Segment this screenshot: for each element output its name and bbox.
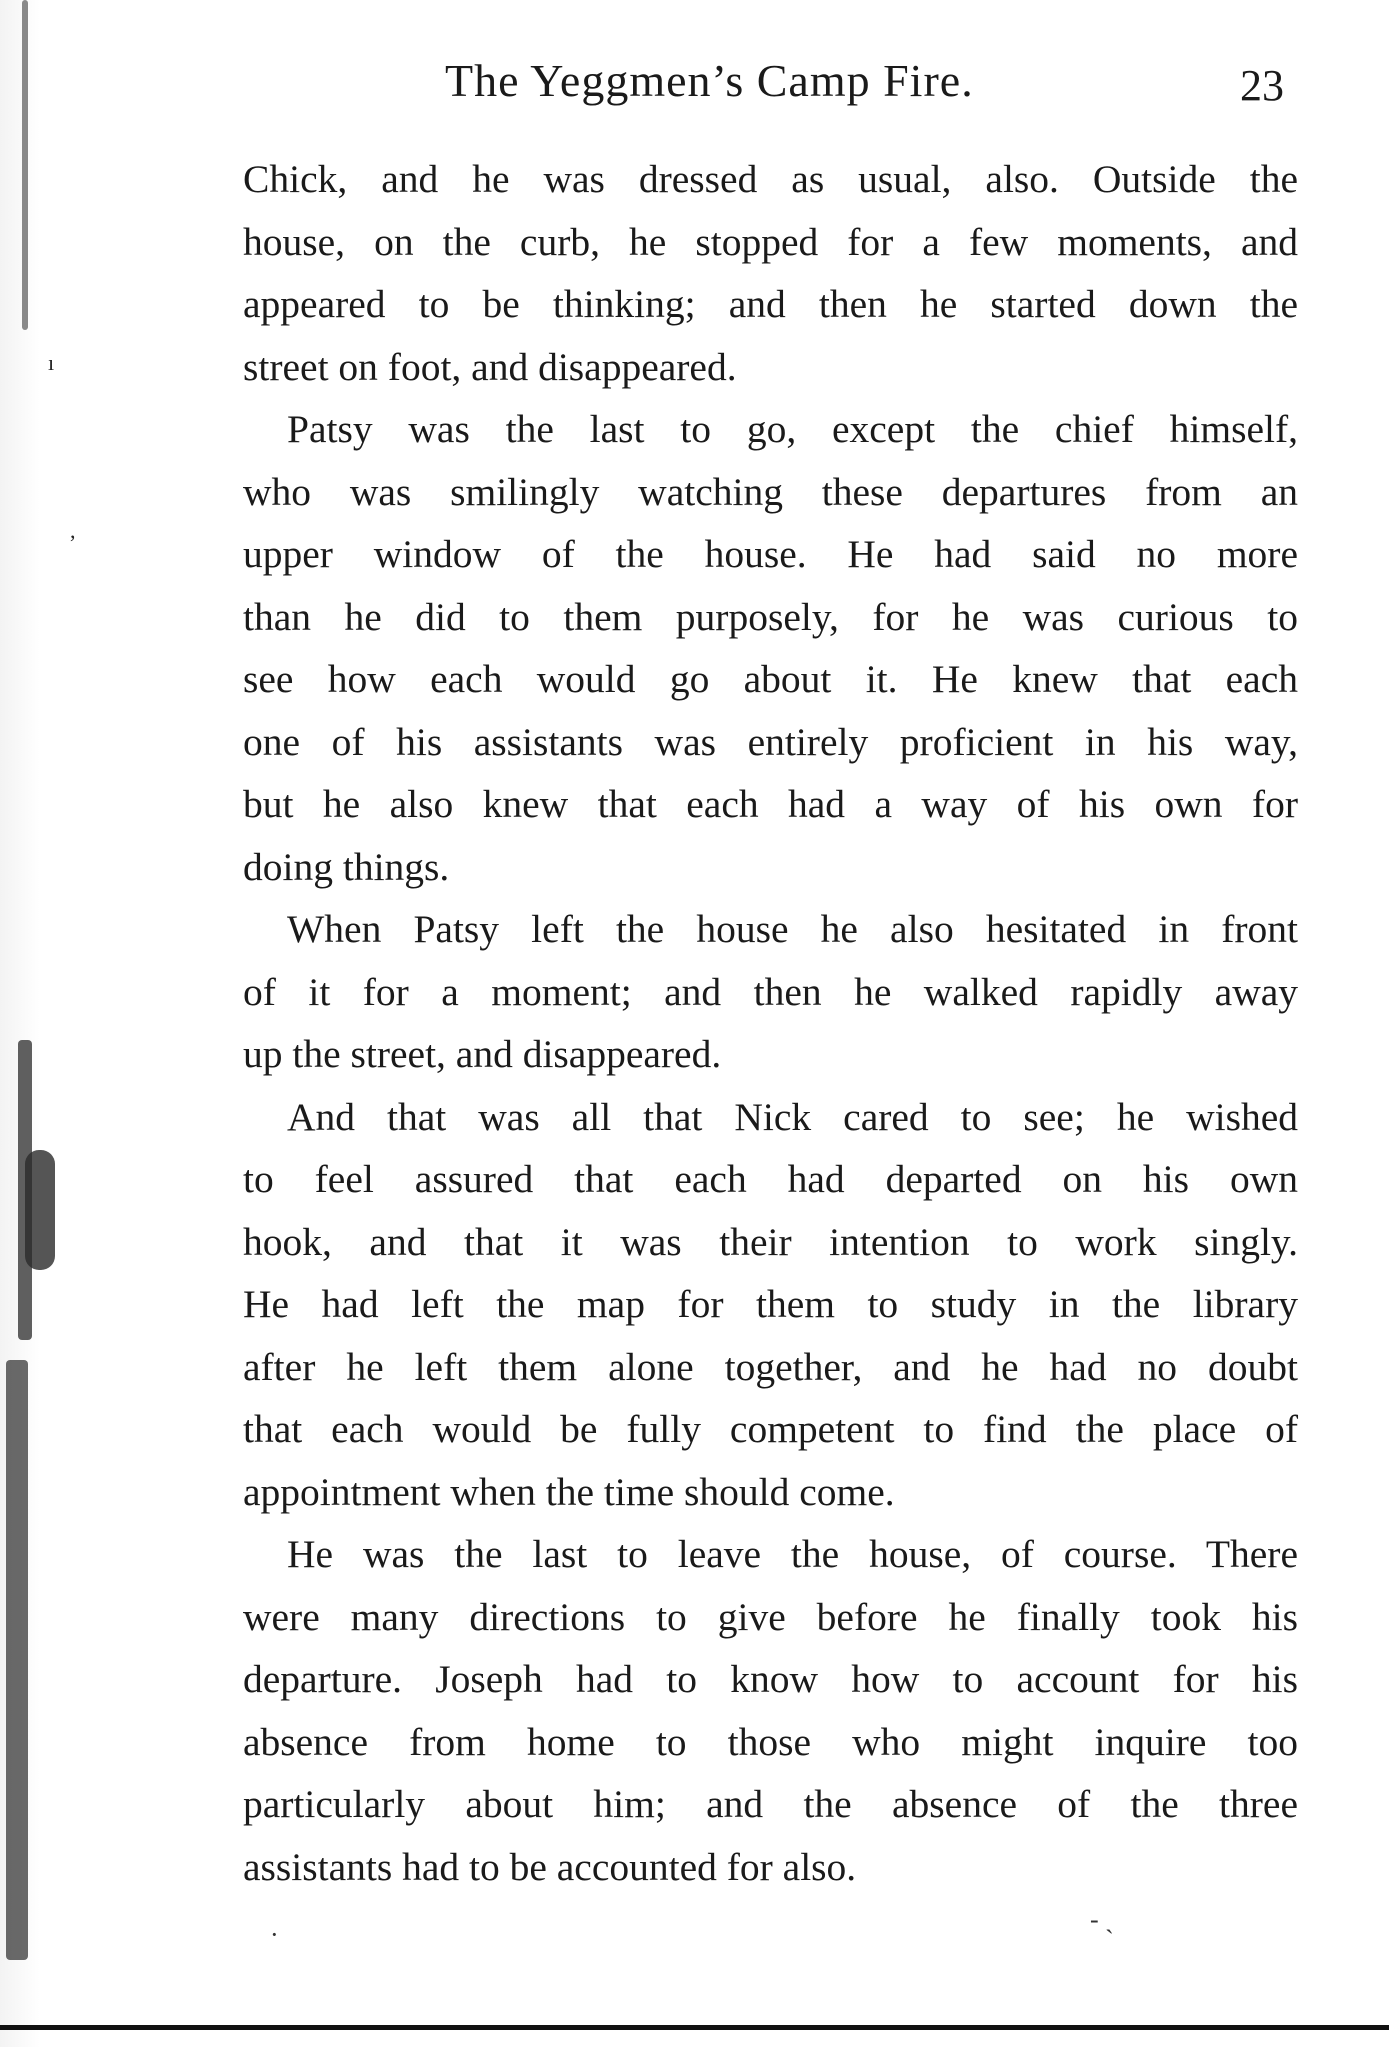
body-text [243,148,1298,1898]
text-line: house, on the curb, he stopped for a few moments, and [243,219,1298,264]
text-line: one of his assistants was entirely proficient in his way, [243,719,1298,764]
text-line: He was the last to leave the house, of course. There [287,1532,1298,1576]
text-line: departure. Joseph had to know how to account for his [243,1657,1298,1701]
text-line: Patsy was the last to go, except the chief himself, [287,407,1298,451]
page-bottom-edge [0,2025,1389,2030]
text-line: to feel assured that each had departed on his own [243,1157,1298,1201]
text-line: than he did to them purposely, for he was curious to [243,594,1298,639]
scan-speck: , [70,518,76,543]
text-line: that each would be fully competent to find the place of [243,1407,1298,1451]
text-line: appeared to be thinking; and then he started down the [243,282,1298,326]
text-line: but he also knew that each had a way of his own for [243,782,1298,826]
page-number: 23 [1240,61,1284,110]
text-line: street on foot, and disappeared. [243,344,737,389]
text-line: When Patsy left the house he also hesitated in front [287,907,1298,951]
text-line: up the street, and disappeared. [243,1032,722,1076]
scan-speck: ı [48,350,55,375]
scan-speck: · [270,1920,279,1949]
text-line: after he left them alone together, and he had no doubt [243,1344,1298,1389]
text-line: doing things. [243,844,450,889]
scan-artifact [6,1360,28,1960]
text-line: upper window of the house. He had said no more [243,532,1298,576]
scan-artifact [25,1150,55,1270]
text-line: of it for a moment; and then he walked rapidly away [243,969,1298,1014]
text-line: Chick, and he was dressed as usual, also. Outside the [243,157,1298,201]
text-line: particularly about him; and the absence of the three [243,1782,1298,1826]
scan-speck: - ˎ [1090,1905,1114,1934]
page-header [0,48,1389,118]
text-line: see how each would go about it. He knew that each [243,657,1298,701]
running-title: The Yeggmen’s Camp Fire. [445,55,974,106]
text-line: absence from home to those who might inquire too [243,1719,1298,1764]
text-line: He had left the map for them to study in the library [243,1282,1298,1326]
text-line: were many directions to give before he finally took his [243,1594,1298,1639]
text-line: hook, and that it was their intention to work singly. [243,1219,1298,1264]
text-line: appointment when the time should come. [243,1469,895,1514]
text-line: who was smilingly watching these departures from an [243,469,1298,514]
text-line: assistants had to be accounted for also. [243,1844,857,1889]
text-line: And that was all that Nick cared to see; he wished [287,1094,1298,1139]
